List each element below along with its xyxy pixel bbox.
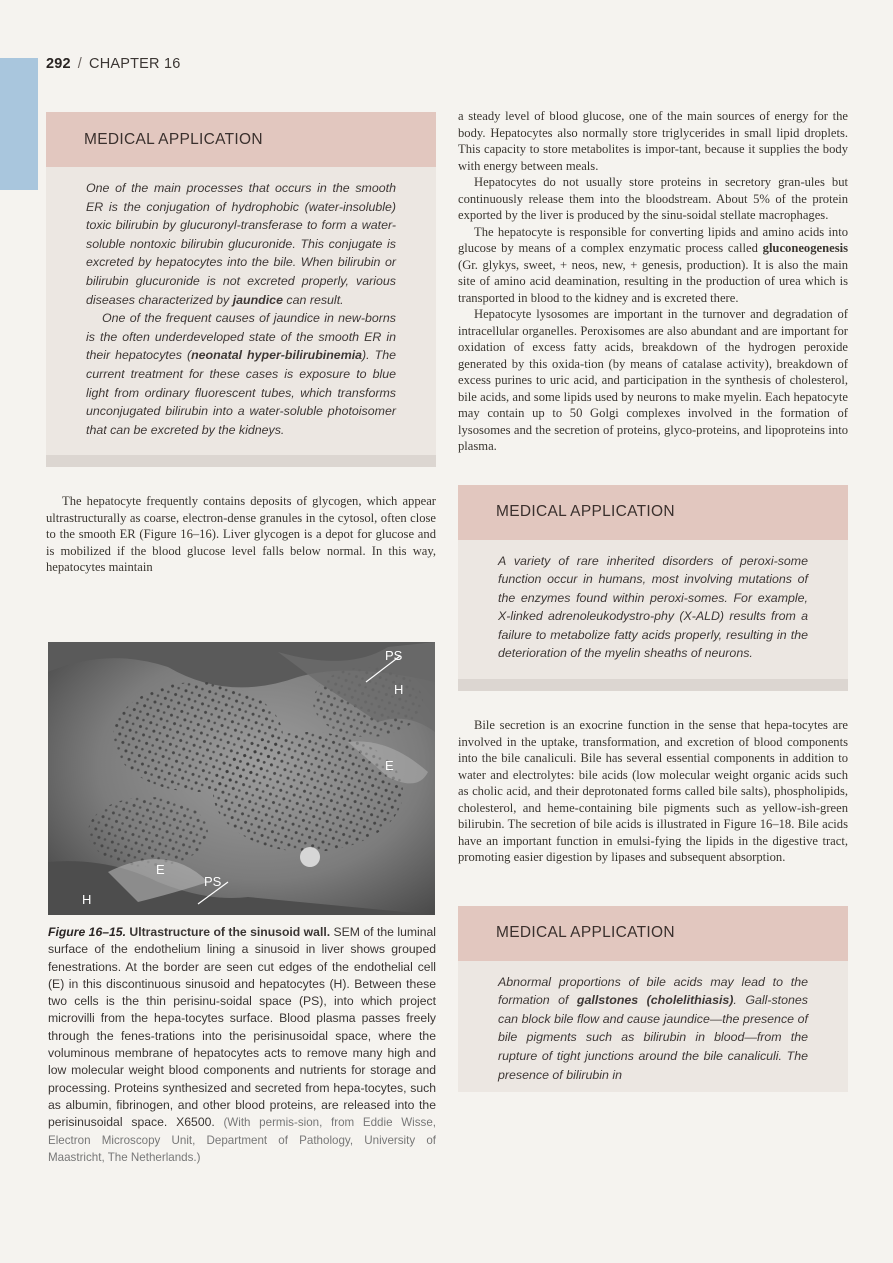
body-text: (Gr. glykys, sweet, + neos, new, + genesis, production). It is also the main site of amino acid deamination, resulting in the production of urea which is transported in blood to the kidney and is excreted there.	[458, 257, 848, 305]
right-column	[458, 108, 848, 1092]
chapter-label: CHAPTER 16	[89, 56, 181, 72]
box-bold-term: jaundice	[232, 292, 283, 307]
box-body	[46, 167, 436, 447]
box-paragraph: A variety of rare inherited disorders of peroxi-some function occur in humans, most involving mutations of the enzymes found within peroxi-somes. For example, X-linked adrenoleukodystro-phy (X-ALD) results from a failure to metabolize fatty acids properly, resulting in the deterioration of the myelin sheaths of neurons.	[498, 553, 808, 661]
box-text: can result.	[282, 292, 344, 307]
body-paragraph: Hepatocytes do not usually store proteins in secretory gran-ules but continuously release them into the bloodstream. About 5% of the protein exported by the liver is produced by the sinu-soidal stellate macrophages.	[458, 175, 848, 222]
page-header	[46, 56, 180, 72]
label-h-bottom: H	[82, 892, 92, 907]
box-title: MEDICAL APPLICATION	[458, 906, 848, 961]
box-paragraph	[498, 973, 808, 1085]
body-text-left	[46, 493, 436, 576]
bold-term: gluconeogenesis	[762, 241, 848, 255]
caption-text: SEM of the luminal surface of the endothelium lining a sinusoid in liver shows grouped fenestrations. At the border are seen cut edges of the endothelial cell (E) in this discontinuous sinusoid and hepatocytes (H). Between these two cells is the thin perisinu-soidal space (PS), into which project microvilli from the hepa-tocytes surface. Blood plasma passes freely through the fenes-trations into the perisinusoidal space, where the voluminous membrane of hepatocytes acts to remove many high and low molecular weight blood components and nutrients for storage and processing. Proteins synthesized and secreted from hepa-tocytes, such as albumin, fibrinogen, and other blood proteins, are released into the perisinusoidal space. X6500.	[48, 925, 437, 1130]
body-text-right	[458, 108, 848, 455]
medical-application-box-2	[458, 485, 848, 692]
figure-title: Ultrastructure of the sinusoid wall.	[129, 925, 331, 939]
body-text-right-2	[458, 717, 848, 866]
header-separator: /	[77, 56, 83, 72]
body-paragraph: Bile secretion is an exocrine function in the sense that hepa-tocytes are involved in the uptake, transformation, and excretion of blood components into the bile canaliculi. Bile has several essential components in addition to water and electrolytes: bile acids (low molecular weight organic acids such as cholic acid, and their deprotonated forms called bile salts), phospholipids, cholesterol, and heme-containing bile pigments such as yellow-ish-green bilirubin. The secretion of bile acids is illustrated in Figure 16–18. Bile acids have an important function in emulsi-fying the lipids in the digestive tract, promoting easier digestion by lipases and subsequent absorption.	[458, 718, 848, 865]
box-text: One of the frequent causes of jaundice in new-borns is the often underdeveloped state of the smooth ER in their hepatocytes (	[86, 311, 396, 363]
box-title: MEDICAL APPLICATION	[46, 112, 436, 167]
medical-application-box-1	[46, 112, 436, 467]
chapter-color-tab	[0, 58, 38, 190]
caption-credit: (With permis-sion, from Eddie Wisse, Electron Microscopy Unit, Department of Pathology, University of Maastricht, The Netherlands.)	[48, 1116, 436, 1164]
body-paragraph: Hepatocyte lysosomes are important in the turnover and degradation of intracellular organelles. Peroxisomes are also abundant and are important for oxidation of excess fatty acids, breakdown of the hydrogen peroxide generated by this oxida-tion (by means of catalase activity), breakdown of excess purines to uric acid, and participation in the synthesis of cholesterol, bile acids, and some lipids used by neurons to make myelin. Each hepatocyte may contain up to 50 Golgi complexes involved in the formation of lysosomes and the secretion of proteins, glyco-proteins, and lipoproteins into plasma.	[458, 307, 848, 453]
box-text: One of the main processes that occurs in the smooth ER is the conjugation of hydrophobic (water-insoluble) toxic bilirubin by glucuronyl-transferase to form a water-soluble nontoxic bilirubin glucuronide. This conjugate is excreted by hepatocytes into the bile. When bilirubin or bilirubin glucuronide is not excreted properly, various diseases characterized by	[86, 181, 396, 307]
label-e-bottom: E	[156, 862, 165, 877]
box-text: . Gall-stones can block bile flow and cause jaundice—the presence of bile pigments such as bilirubin in blood—from the rupture of tight junctions around the bile canaliculi. The presence of bilirubin in	[498, 993, 808, 1082]
box-text: ). The current treatment for these cases is exposure to blue light from ordinary fluorescent tubes, which transforms unconjugated bilirubin into a water-soluble photoisomer that can be excreted by the kidneys.	[86, 348, 396, 437]
sem-micrograph	[48, 642, 435, 915]
body-text: The hepatocyte is responsible for converting lipids and amino acids into glucose by means of a complex enzymatic process called	[458, 224, 848, 255]
box-footer-bar	[458, 679, 848, 691]
box-footer-bar	[46, 455, 436, 467]
label-e-right: E	[385, 758, 394, 773]
body-paragraph	[458, 224, 848, 307]
label-h-top: H	[394, 682, 404, 697]
box-body	[458, 540, 848, 672]
box-paragraph	[86, 179, 396, 309]
left-column	[46, 112, 436, 576]
box-bold-term: neonatal hyper-bilirubinemia	[191, 348, 363, 363]
box-bold-term: gallstones (cholelithiasis)	[576, 993, 734, 1008]
figure-number: Figure 16–15.	[48, 925, 126, 939]
page-number: 292	[46, 56, 71, 72]
label-ps-bottom: PS	[204, 874, 222, 889]
box-title: MEDICAL APPLICATION	[458, 485, 848, 540]
medical-application-box-3	[458, 906, 848, 1093]
body-paragraph: a steady level of blood glucose, one of the main sources of energy for the body. Hepatocytes also normally store triglycerides in small lipid droplets. This capacity to store metabolites is impor-tant, because it supplies the body with energy between meals.	[458, 109, 848, 173]
box-text: Abnormal proportions of bile acids may lead to the formation of	[498, 974, 808, 1008]
box-paragraph	[86, 309, 396, 439]
box-body	[458, 961, 848, 1093]
micrograph-image	[48, 642, 435, 915]
label-ps-top: PS	[385, 648, 403, 663]
body-paragraph: The hepatocyte frequently contains deposits of glycogen, which appear ultrastructurally as coarse, electron-dense granules in the cytosol, often close to the smooth ER (Figure 16–16). Liver glycogen is a depot for glucose and is mobilized if the blood glucose level falls below normal. In this way, hepatocytes maintain	[46, 494, 436, 575]
figure-caption	[48, 924, 436, 1166]
